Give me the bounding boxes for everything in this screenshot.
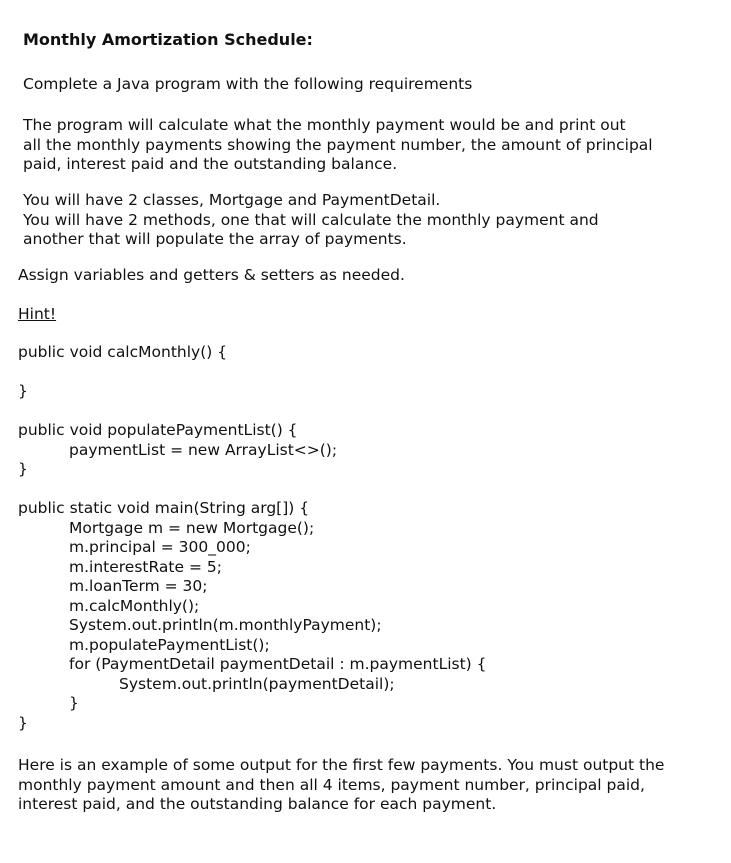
output-line: monthly payment amount and then all 4 items, payment number, principal paid, <box>18 775 645 794</box>
classes-line: You will have 2 classes, Mortgage and PaymentDetail. <box>23 191 441 209</box>
code-line: paymentList = new ArrayList<>(); <box>69 440 338 459</box>
code-line: m.loanTerm = 30; <box>69 577 208 595</box>
code-line: public void populatePaymentList() { <box>18 421 298 439</box>
code-line: public void calcMonthly() { <box>18 343 228 361</box>
description-line: all the monthly payments showing the payment number, the amount of principal <box>23 135 653 154</box>
code-line: m.calcMonthly(); <box>69 596 200 615</box>
intro-paragraph <box>23 75 472 95</box>
classes-line: another that will populate the array of payments. <box>23 230 407 248</box>
output-paragraph <box>18 756 664 815</box>
output-line: Here is an example of some output for the first few payments. You must output the <box>18 756 665 774</box>
code-line: for (PaymentDetail paymentDetail : m.paymentList) { <box>69 655 487 673</box>
classes-paragraph <box>23 191 599 250</box>
code-snippet <box>18 343 487 733</box>
code-line: Mortgage m = new Mortgage(); <box>69 518 315 537</box>
code-line: } <box>18 460 28 478</box>
description-line: paid, interest paid and the outstanding balance. <box>23 155 398 173</box>
code-line: } <box>69 694 79 712</box>
code-blank-line <box>18 402 487 422</box>
description-line: The program will calculate what the monthly payment would be and print out <box>23 116 626 134</box>
code-blank-line <box>18 480 487 500</box>
code-line: m.interestRate = 5; <box>69 557 222 576</box>
page-title: Monthly Amortization Schedule: <box>23 30 313 49</box>
code-line: } <box>18 713 28 732</box>
code-line: public static void main(String arg[]) { <box>18 499 310 517</box>
code-line: } <box>18 382 28 400</box>
hint-heading <box>18 305 56 325</box>
code-line: m.principal = 300_000; <box>69 538 251 556</box>
code-line: m.populatePaymentList(); <box>69 635 270 654</box>
code-line: System.out.println(m.monthlyPayment); <box>69 616 382 634</box>
output-line: interest paid, and the outstanding balance for each payment. <box>18 795 497 813</box>
code-blank-line <box>18 363 487 383</box>
assign-paragraph <box>18 266 405 286</box>
classes-line: You will have 2 methods, one that will calculate the monthly payment and <box>23 210 599 229</box>
description-paragraph <box>23 116 653 175</box>
intro-text: Complete a Java program with the following requirements <box>23 75 473 93</box>
code-line: System.out.println(paymentDetail); <box>119 674 395 693</box>
hint-label: Hint! <box>18 305 57 323</box>
assign-text: Assign variables and getters & setters as needed. <box>18 266 405 284</box>
